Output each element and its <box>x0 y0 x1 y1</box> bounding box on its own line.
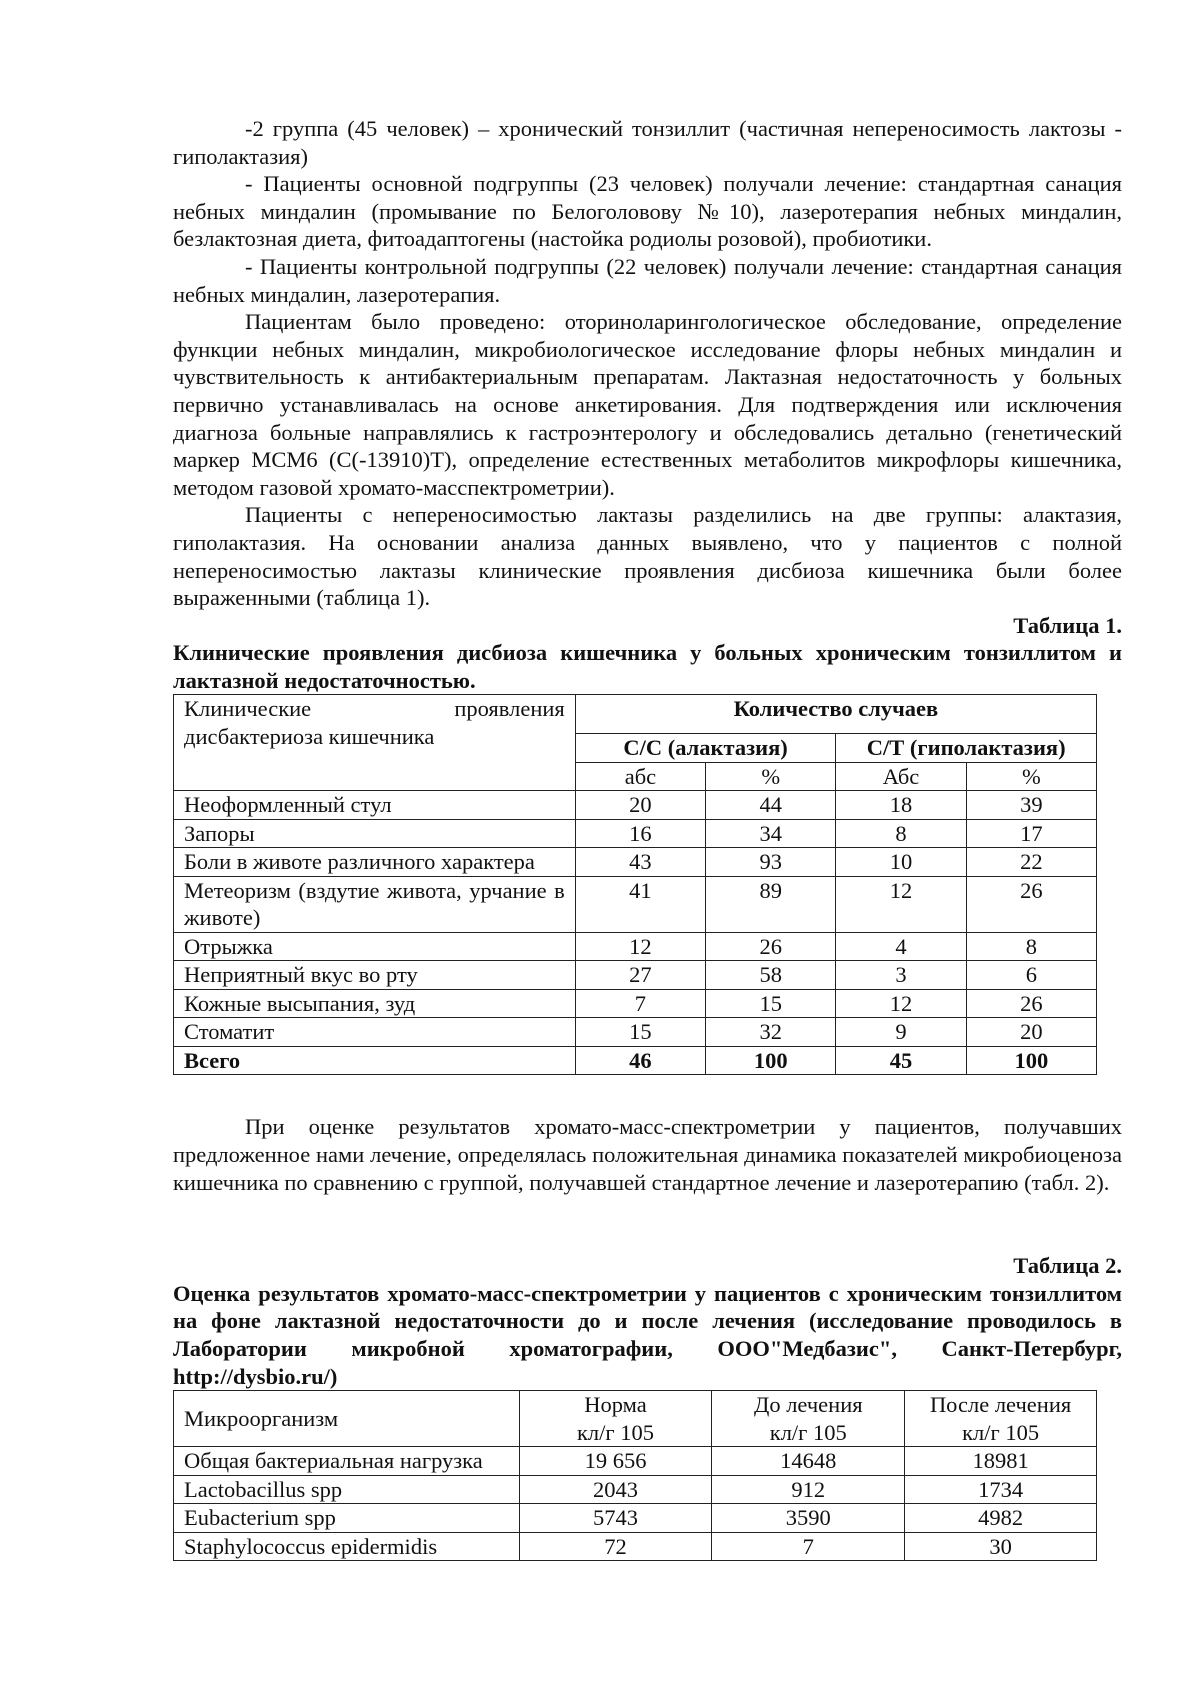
table2-header-norm-unit: кл/г 105 <box>577 1419 655 1445</box>
table1-cell-name: Боли в животе различного характера <box>174 848 576 877</box>
table-row <box>174 819 1097 848</box>
table1-cell: 9 <box>836 1018 966 1047</box>
table2-cell: 2043 <box>519 1475 712 1504</box>
table-row <box>174 1504 1097 1533</box>
table2-header-before-label: До лечения <box>753 1392 863 1418</box>
table1-caption: Клинические проявления дисбиоза кишечника у больных хроническим тонзиллитом и лактазной недостаточностью. <box>173 640 1122 693</box>
table1-cell: 20 <box>575 791 705 820</box>
table2-cell: 72 <box>519 1532 712 1561</box>
table1-cell-name: Метеоризм (вздутие живота, урчание в животе) <box>174 876 576 932</box>
table1-cell: 41 <box>575 876 705 932</box>
table2-cell-name: Lactobacillus spp <box>174 1475 520 1504</box>
table1-cell: 34 <box>706 819 836 848</box>
table2-cell-name: Общая бактериальная нагрузка <box>174 1447 520 1476</box>
table2-header-before <box>712 1391 905 1447</box>
table1-cell: 4 <box>836 932 966 961</box>
table2-cell: 1734 <box>905 1475 1097 1504</box>
table1-header-cc: С/С (алактазия) <box>575 734 836 763</box>
document-page <box>173 115 1122 1561</box>
table1-total-cell: 46 <box>575 1046 705 1075</box>
table1-header-ct: С/Т (гиполактазия) <box>836 734 1097 763</box>
table1-cell: 18 <box>836 791 966 820</box>
table1-cell: 89 <box>706 876 836 932</box>
table2-cell: 18981 <box>905 1447 1097 1476</box>
table2-cell: 912 <box>712 1475 905 1504</box>
table1-cell-name: Неоформленный стул <box>174 791 576 820</box>
table2-cell: 7 <box>712 1532 905 1561</box>
table1-header-abs1: абс <box>575 762 705 791</box>
table1-cell: 20 <box>966 1018 1096 1047</box>
table1-cell: 93 <box>706 848 836 877</box>
table1-cell: 26 <box>966 876 1096 932</box>
table1-cell: 26 <box>966 989 1096 1018</box>
paragraph-examination: Пациентам было проведено: оториноларингологическое обследование, определение функции небных миндалин, микробиологическое исследование флоры небных миндалин и чувствительность к антибактериальным препаратам. Лактазная недостаточность у больных первично устанавливалась на основе анкетирования. Для подтверждения или исключения диагноза больные направлялись к гастроэнтерологу и обследовались детально (генетический маркер МСМ6 (С(-13910)Т), определение естественных метаболитов микрофлоры кишечника, методом газовой хромато-масспектрометрии). <box>173 309 1122 500</box>
paragraph-control-subgroup: - Пациенты контрольной подгруппы (22 человек) получали лечение: стандартная санация небных миндалин, лазеротерапия. <box>173 253 1122 307</box>
table2-cell-name: Eubacterium spp <box>174 1504 520 1533</box>
paragraph-results: При оценке результатов хромато-масс-спектрометрии у пациентов, получавших предложенное нами лечение, определялась положительная динамика показателей микробиоценоза кишечника по сравнению с группой, получавшей стандартное лечение и лазеротерапию (табл. 2). <box>173 1114 1122 1195</box>
table1 <box>173 694 1097 1075</box>
table2-header-micro: Микроорганизм <box>174 1391 520 1447</box>
table1-cell: 22 <box>966 848 1096 877</box>
table-row <box>174 848 1097 877</box>
table1-cell-name: Отрыжка <box>174 932 576 961</box>
table1-total-label: Всего <box>174 1046 576 1075</box>
table2-header-norm-label: Норма <box>584 1392 647 1418</box>
table2-cell: 19 656 <box>519 1447 712 1476</box>
table1-cell: 7 <box>575 989 705 1018</box>
table1-cell: 17 <box>966 819 1096 848</box>
table2-header-after <box>905 1391 1097 1447</box>
table2-cell: 3590 <box>712 1504 905 1533</box>
table1-header-cases: Количество случаев <box>575 695 1096 734</box>
table1-header-pct2: % <box>966 762 1096 791</box>
table1-cell-name: Кожные высыпания, зуд <box>174 989 576 1018</box>
table1-cell: 26 <box>706 932 836 961</box>
table2-header-after-unit: кл/г 105 <box>962 1419 1040 1445</box>
table1-cell: 32 <box>706 1018 836 1047</box>
table1-cell: 6 <box>966 961 1096 990</box>
table2-cell: 30 <box>905 1532 1097 1561</box>
table1-cell: 12 <box>575 932 705 961</box>
table1-cell: 43 <box>575 848 705 877</box>
table1-cell: 16 <box>575 819 705 848</box>
table1-total-row <box>174 1046 1097 1075</box>
table-row <box>174 876 1097 932</box>
table1-cell: 3 <box>836 961 966 990</box>
table2-header-before-unit: кл/г 105 <box>769 1419 847 1445</box>
paragraph-group2: -2 группа (45 человек) – хронический тонзиллит (частичная непереносимость лактозы - гиполактазия) <box>173 116 1122 169</box>
table-row <box>174 791 1097 820</box>
table2-cell: 5743 <box>519 1504 712 1533</box>
table1-cell: 15 <box>706 989 836 1018</box>
table-row <box>174 989 1097 1018</box>
table2-header-after-label: После лечения <box>929 1392 1072 1418</box>
table-row <box>174 1475 1097 1504</box>
table2-caption: Оценка результатов хромато-масс-спектрометрии у пациентов с хроническим тонзиллитом на фоне лактазной недостаточности до и после лечения (исследование проводилось в Лаборатории микробной хроматографии, ООО"Медбазис", Санкт-Петербург, http://dysbio.ru/) <box>173 1280 1122 1389</box>
table1-cell: 58 <box>706 961 836 990</box>
table1-total-cell: 100 <box>966 1046 1096 1075</box>
table1-label: Таблица 1. <box>1013 612 1122 638</box>
table2 <box>173 1390 1097 1561</box>
table1-cell-name: Неприятный вкус во рту <box>174 961 576 990</box>
table1-cell-name: Стоматит <box>174 1018 576 1047</box>
table1-header-abs2: Абс <box>836 762 966 791</box>
table1-cell: 27 <box>575 961 705 990</box>
table1-cell: 8 <box>966 932 1096 961</box>
table1-cell-name: Запоры <box>174 819 576 848</box>
table1-header-pct1: % <box>706 762 836 791</box>
table1-cell: 15 <box>575 1018 705 1047</box>
table1-cell: 8 <box>836 819 966 848</box>
table2-cell: 14648 <box>712 1447 905 1476</box>
table-row <box>174 932 1097 961</box>
table1-cell: 44 <box>706 791 836 820</box>
table-row <box>174 1018 1097 1047</box>
paragraph-main-subgroup: - Пациенты основной подгруппы (23 человек) получали лечение: стандартная санация небных миндалин (промывание по Белоголовову №10), лазеротерапия небных миндалин, безлактозная диета, фитоадаптогены (настойка родиолы розовой), пробиотики. <box>173 171 1122 252</box>
paragraph-groups: Пациенты с непереносимостью лактазы разделились на две группы: алактазия, гиполактазия. На основании анализа данных выявлено, что у пациентов с полной непереносимостью лактазы клинические проявления дисбиоза кишечника были более выраженными (таблица 1). <box>173 502 1122 611</box>
table1-total-cell: 45 <box>836 1046 966 1075</box>
table1-total-cell: 100 <box>706 1046 836 1075</box>
table-row <box>174 961 1097 990</box>
table-row <box>174 1447 1097 1476</box>
table1-header-manifestations: Клинические проявления дисбактериоза кишечника <box>174 695 576 791</box>
table1-cell: 10 <box>836 848 966 877</box>
table1-cell: 12 <box>836 876 966 932</box>
table1-cell: 12 <box>836 989 966 1018</box>
table2-header-norm <box>519 1391 712 1447</box>
table2-label: Таблица 2. <box>1013 1253 1122 1279</box>
table1-cell: 39 <box>966 791 1096 820</box>
table2-cell-name: Staphylococcus epidermidis <box>174 1532 520 1561</box>
table-row <box>174 1532 1097 1561</box>
table2-cell: 4982 <box>905 1504 1097 1533</box>
